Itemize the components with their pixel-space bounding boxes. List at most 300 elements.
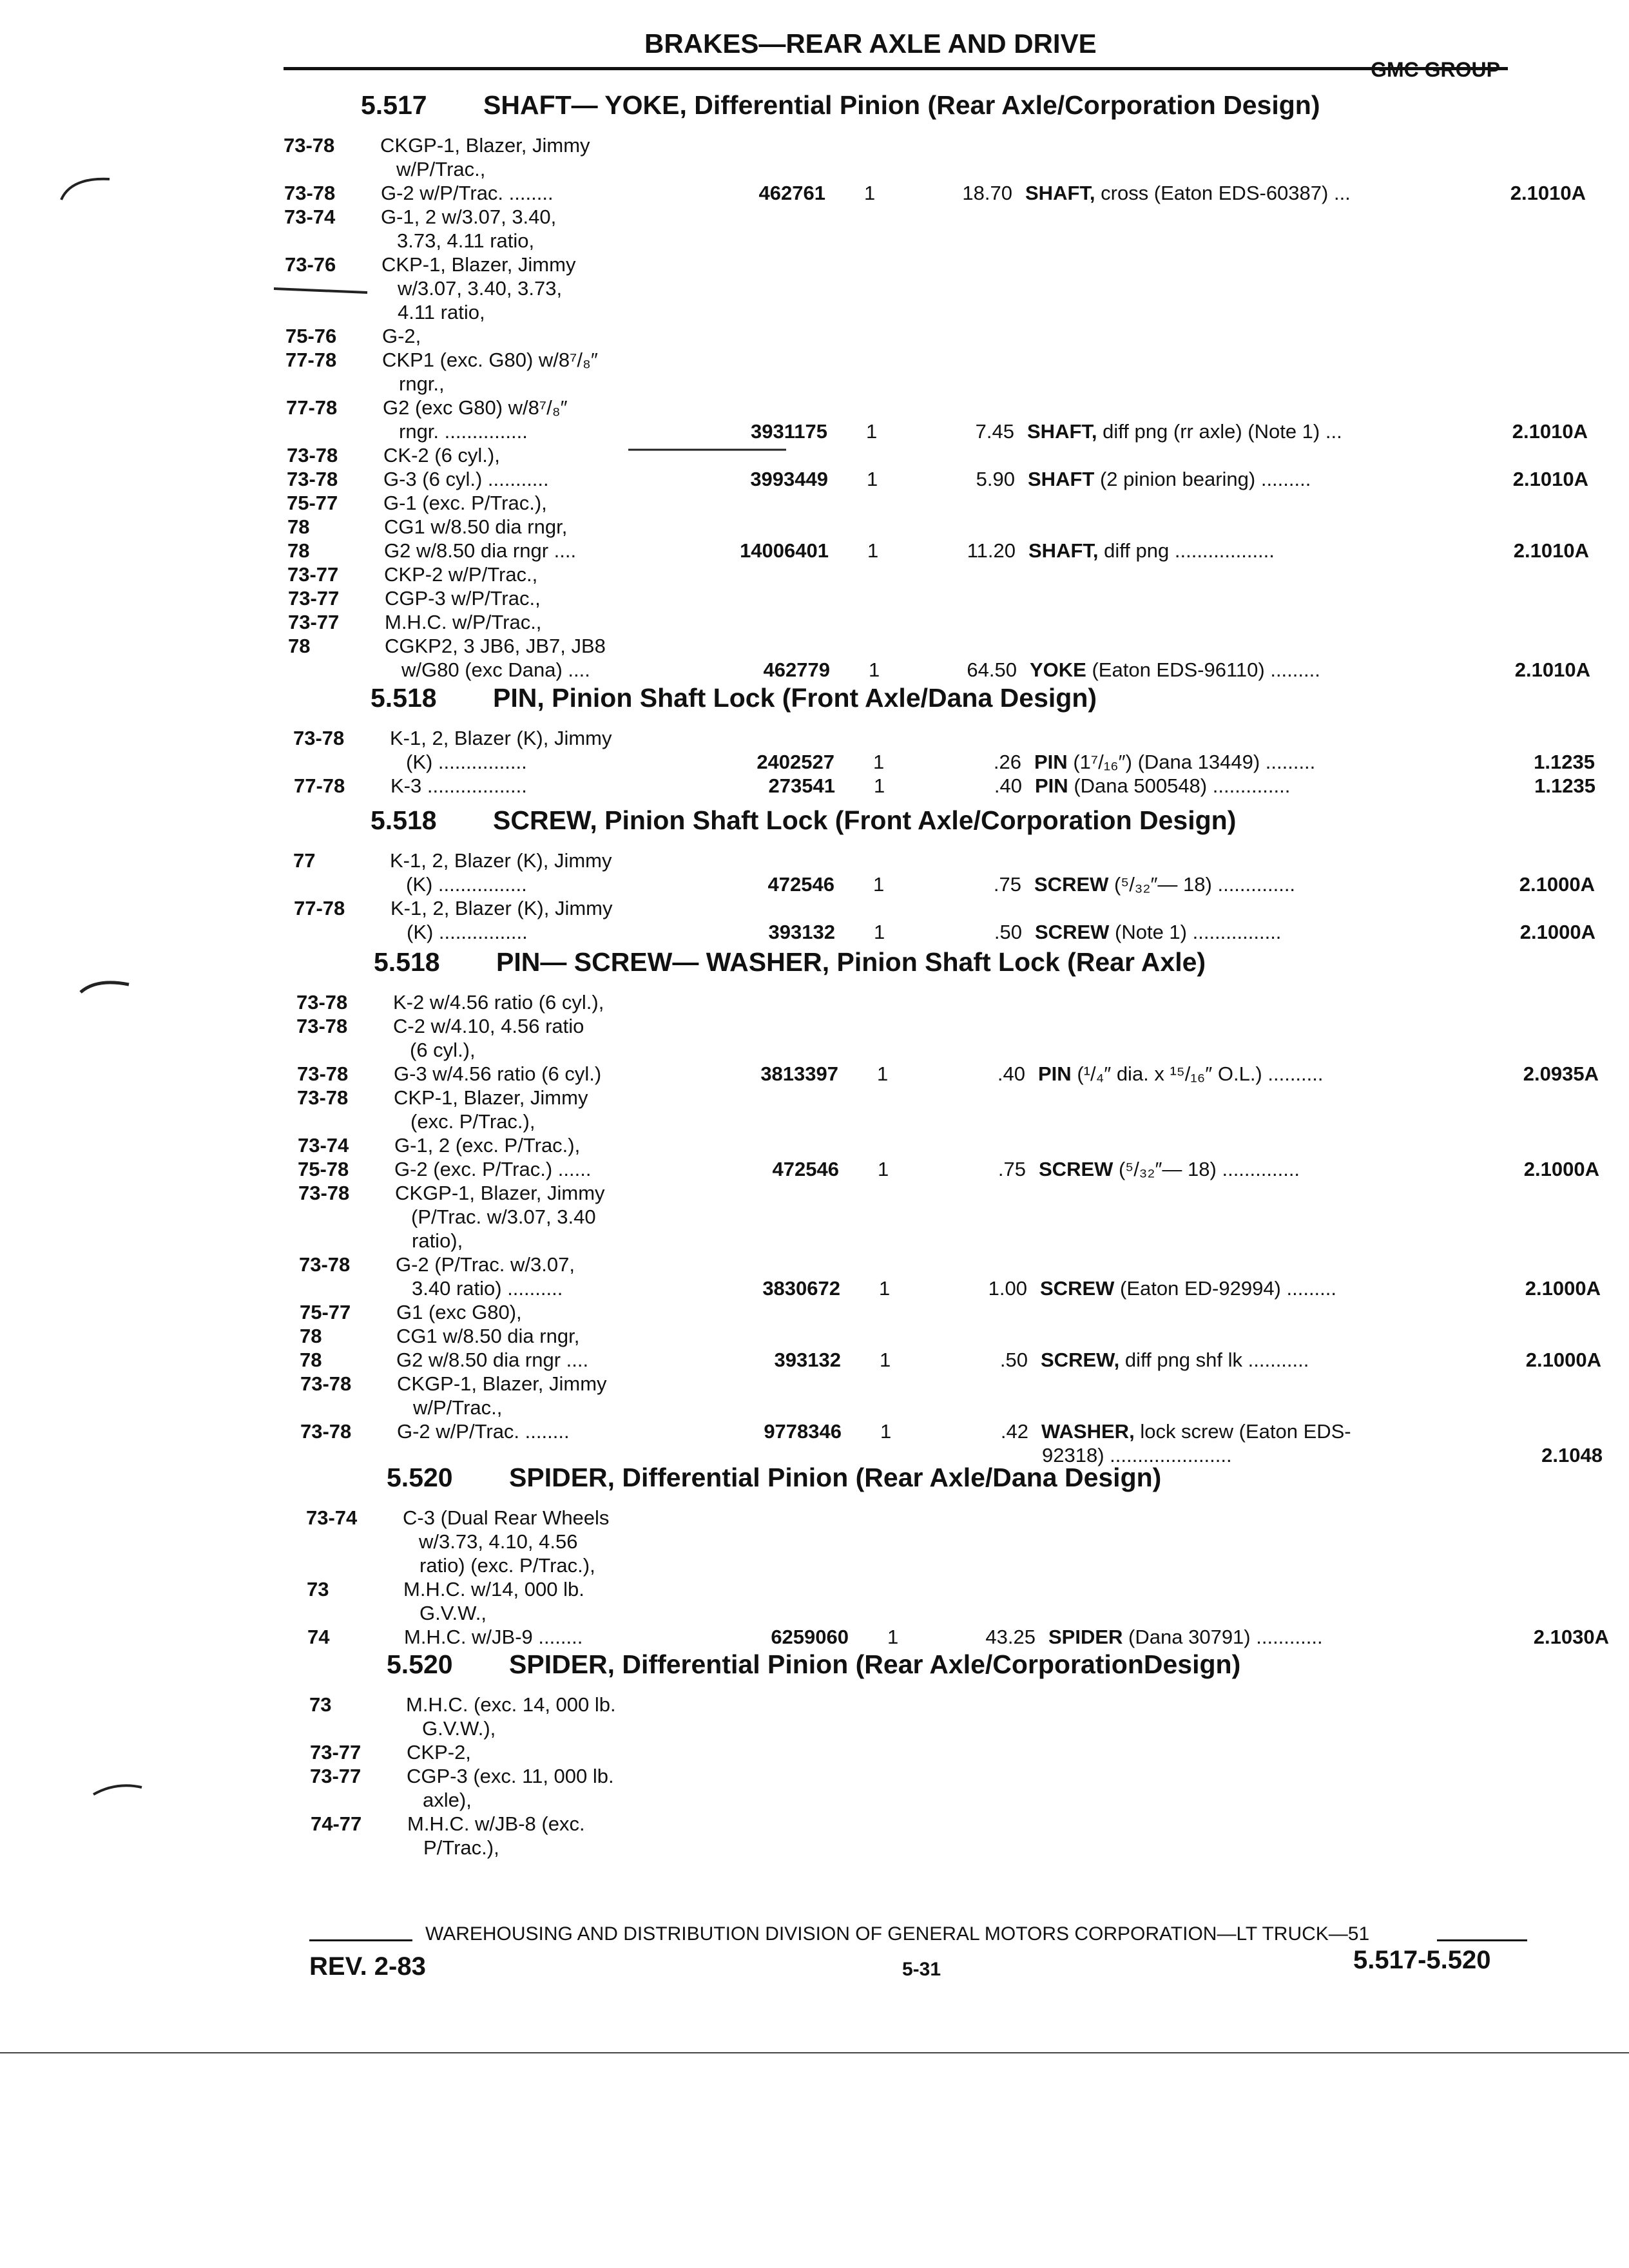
quantity: 1: [873, 873, 885, 896]
model-years: 73-76: [285, 253, 336, 276]
application: 3.73, 4.11 ratio,: [397, 229, 535, 252]
application: G-2 w/P/Trac. ........: [381, 182, 554, 204]
group-code: 2.1000A: [1525, 1277, 1601, 1300]
group-code: 2.1000A: [1519, 873, 1595, 896]
application: CGP-3 (exc. 11, 000 lb.: [407, 1765, 614, 1787]
model-years: 74: [307, 1626, 330, 1648]
application: M.H.C. w/JB-8 (exc.: [407, 1812, 585, 1835]
section-heading: [371, 683, 1097, 713]
parts-row: [287, 492, 1511, 515]
application: (K) ................: [406, 751, 527, 773]
description-bold: SCREW: [1039, 1158, 1113, 1180]
application: 4.11 ratio,: [398, 301, 485, 323]
quantity: 1: [877, 1062, 889, 1085]
parts-row: [287, 468, 1588, 491]
header-rule: [284, 67, 1508, 70]
group-label: GMC GROUP: [1371, 58, 1500, 81]
model-years: 73-78: [297, 1062, 349, 1085]
parts-row: [311, 1812, 1535, 1836]
parts-row: [300, 1301, 1524, 1324]
description-bold: PIN: [1038, 1062, 1072, 1085]
parts-row: [285, 301, 1509, 324]
description: [1027, 420, 1342, 443]
parts-row: [296, 991, 1521, 1014]
parts-row: [287, 539, 1589, 562]
application: CGP-3 w/P/Trac.,: [385, 587, 541, 610]
application: G2 (exc G80) w/8⁷/₈″: [383, 396, 568, 419]
application: G-3 (6 cyl.) ...........: [383, 468, 549, 490]
model-years: 75-76: [285, 325, 337, 347]
section-number: 5.520: [387, 1649, 453, 1679]
parts-row: [287, 444, 1511, 467]
quantity: 1: [887, 1626, 899, 1648]
parts-row: [309, 1693, 1534, 1716]
parts-row: [293, 727, 1518, 750]
parts-row: [299, 1253, 1523, 1276]
parts-row: [286, 396, 1510, 419]
application: rngr. ...............: [399, 420, 528, 443]
description: [1039, 1158, 1300, 1181]
application: w/P/Trac.,: [396, 158, 486, 180]
application: CKP-2,: [407, 1741, 471, 1763]
footer-revision: REV. 2-83: [309, 1952, 426, 1981]
quantity: 1: [880, 1420, 892, 1443]
section-number: 5.517: [361, 90, 427, 120]
quantity: 1: [874, 774, 885, 797]
parts-row: [293, 751, 1595, 774]
parts-row: [288, 635, 1512, 658]
price: .40: [997, 1062, 1025, 1085]
part-number: 273541: [768, 774, 835, 797]
application: CGKP2, 3 JB6, JB7, JB8: [385, 635, 606, 657]
application: (exc. P/Trac.),: [410, 1110, 535, 1133]
part-number: 14006401: [740, 539, 829, 562]
application: rngr.,: [399, 372, 445, 395]
group-code: 2.1048: [1541, 1444, 1603, 1466]
model-years: 73-78: [298, 1182, 350, 1204]
model-years: 73-77: [310, 1741, 361, 1763]
description: [1034, 751, 1315, 774]
model-years: 73-78: [300, 1420, 352, 1443]
quantity: 1: [873, 751, 885, 773]
part-number: 3993449: [750, 468, 828, 490]
model-years: 73-77: [288, 611, 340, 633]
application: G-2 w/P/Trac. ........: [397, 1420, 570, 1443]
pen-mark-2: [77, 973, 135, 999]
description: [1028, 539, 1275, 562]
model-years: 75-78: [298, 1158, 349, 1180]
parts-row: [297, 1086, 1521, 1110]
description-bold: SCREW: [1034, 873, 1109, 896]
application: CKGP-1, Blazer, Jimmy: [395, 1182, 605, 1204]
model-years: 73-74: [298, 1134, 349, 1157]
model-years: 77-78: [294, 774, 345, 797]
price: 18.70: [962, 182, 1012, 204]
price: 64.50: [967, 658, 1017, 681]
parts-row: [300, 1372, 1525, 1396]
group-code: 2.1010A: [1512, 420, 1588, 443]
description-text: (Eaton ED-92994) .........: [1120, 1277, 1337, 1300]
part-number: 6259060: [771, 1626, 849, 1648]
parts-row: [307, 1578, 1531, 1601]
model-years: 77-78: [286, 396, 338, 419]
description-text: 92318) ......................: [1042, 1444, 1232, 1466]
description: [1040, 1277, 1336, 1300]
model-years: 77: [293, 849, 316, 872]
underline-mark-2: [625, 445, 793, 457]
description: [1035, 774, 1290, 798]
quantity: 1: [880, 1349, 891, 1371]
application: G.V.W.,: [419, 1602, 487, 1624]
parts-row: [289, 658, 1590, 682]
application: G1 (exc G80),: [396, 1301, 522, 1323]
parts-row: [288, 587, 1512, 610]
parts-row: [286, 372, 1510, 396]
footer-page-number: 5-31: [902, 1959, 941, 1980]
model-years: 73-78: [293, 727, 345, 749]
group-code: 2.1010A: [1514, 658, 1590, 681]
application: G-3 w/4.56 ratio (6 cyl.): [394, 1062, 602, 1085]
application: (K) ................: [406, 873, 527, 896]
application: K-2 w/4.56 ratio (6 cyl.),: [393, 991, 604, 1014]
price: .50: [994, 921, 1022, 943]
section-title: PIN— SCREW— WASHER, Pinion Shaft Lock (Rear Axle): [496, 947, 1206, 977]
description: [1030, 658, 1320, 682]
underline-mark: [271, 284, 374, 303]
parts-row: [300, 1325, 1524, 1348]
parts-row: [285, 277, 1509, 300]
section-heading: [374, 947, 1206, 977]
description-bold: SCREW: [1040, 1277, 1115, 1300]
quantity: 1: [867, 468, 878, 490]
model-years: 75-77: [300, 1301, 351, 1323]
model-years: 73-74: [284, 206, 336, 228]
application: M.H.C. w/JB-9 ........: [404, 1626, 583, 1648]
application: G-1, 2 w/3.07, 3.40,: [381, 206, 557, 228]
section-title: SPIDER, Differential Pinion (Rear Axle/Dana Design): [509, 1463, 1162, 1492]
application: (6 cyl.),: [410, 1039, 476, 1061]
description: [1048, 1626, 1323, 1649]
part-number: 472546: [767, 873, 834, 896]
parts-row: [284, 158, 1508, 181]
price: .26: [993, 751, 1021, 773]
price: 1.00: [988, 1277, 1027, 1300]
parts-row: [294, 921, 1595, 944]
description-text: (Dana 500548) ..............: [1074, 774, 1291, 797]
description-text: (⁵/₃₂″— 18) ..............: [1114, 873, 1296, 896]
part-number: 393132: [774, 1349, 841, 1371]
parts-row: [298, 1206, 1523, 1229]
application: G2 w/8.50 dia rngr ....: [396, 1349, 589, 1371]
description-bold: YOKE: [1030, 658, 1086, 681]
group-code: 2.1000A: [1519, 921, 1595, 943]
group-code: 2.1010A: [1513, 539, 1589, 562]
price: .40: [994, 774, 1022, 797]
section-heading: [387, 1649, 1240, 1680]
part-number: 393132: [768, 921, 835, 943]
parts-row: [300, 1420, 1525, 1443]
model-years: 73-74: [306, 1506, 358, 1529]
application: G-2 (P/Trac. w/3.07,: [396, 1253, 575, 1276]
description-text: (¹/₄″ dia. x ¹⁵/₁₆″ O.L.) ..........: [1077, 1062, 1324, 1085]
application: K-1, 2, Blazer (K), Jimmy: [390, 897, 613, 919]
section-number: 5.518: [374, 947, 440, 977]
section-title: PIN, Pinion Shaft Lock (Front Axle/Dana Design): [493, 683, 1097, 713]
part-number: 3813397: [760, 1062, 838, 1085]
description-bold: SPIDER: [1048, 1626, 1123, 1648]
application: K-1, 2, Blazer (K), Jimmy: [390, 727, 612, 749]
group-code: 2.1000A: [1523, 1158, 1599, 1180]
parts-row: [299, 1277, 1601, 1300]
description: [1034, 873, 1295, 896]
parts-row: [307, 1554, 1531, 1577]
model-years: 73-78: [287, 444, 338, 466]
description-text: cross (Eaton EDS-60387) ...: [1101, 182, 1351, 204]
parts-row: [296, 1015, 1521, 1038]
parts-row: [284, 134, 1508, 157]
section-heading: [387, 1463, 1161, 1493]
description: [1041, 1420, 1351, 1443]
application: CKP1 (exc. G80) w/8⁷/₈″: [382, 349, 598, 371]
price: .75: [998, 1158, 1026, 1180]
group-code: 1.1235: [1534, 751, 1595, 773]
model-years: 73-78: [299, 1253, 351, 1276]
section-title: SHAFT— YOKE, Differential Pinion (Rear Axle/Corporation Design): [483, 90, 1320, 120]
quantity: 1: [867, 539, 879, 562]
parts-row: [298, 1158, 1599, 1181]
model-years: 78: [300, 1325, 322, 1347]
application: G-2 (exc. P/Trac.) ......: [394, 1158, 592, 1180]
parts-row: [287, 515, 1512, 539]
part-number: 2402527: [757, 751, 834, 773]
application: K-1, 2, Blazer (K), Jimmy: [390, 849, 612, 872]
parts-row: [293, 873, 1595, 896]
application: G-2,: [382, 325, 421, 347]
parts-row: [310, 1741, 1534, 1764]
price: 5.90: [976, 468, 1015, 490]
page-title: BRAKES—REAR AXLE AND DRIVE: [644, 28, 1097, 59]
pen-mark-3: [90, 1778, 148, 1804]
price: 11.20: [967, 539, 1016, 562]
description-bold: WASHER,: [1041, 1420, 1135, 1443]
application: G2 w/8.50 dia rngr ....: [384, 539, 577, 562]
quantity: 1: [879, 1277, 891, 1300]
parts-row: [310, 1765, 1534, 1788]
application: M.H.C. (exc. 14, 000 lb.: [406, 1693, 616, 1716]
application: (P/Trac. w/3.07, 3.40: [411, 1206, 596, 1228]
price: 43.25: [985, 1626, 1036, 1648]
parts-row: [288, 611, 1512, 634]
description-bold: PIN: [1035, 774, 1068, 797]
part-number: 462761: [758, 182, 825, 204]
model-years: 73-78: [296, 1015, 348, 1037]
description-text: (Eaton EDS-96110) .........: [1092, 658, 1320, 681]
application: K-3 ..................: [390, 774, 527, 797]
model-years: 73-77: [288, 587, 340, 610]
application: CKP-1, Blazer, Jimmy: [394, 1086, 588, 1109]
parts-row: [285, 325, 1510, 348]
part-number: 462779: [763, 658, 830, 681]
model-years: 73-78: [284, 134, 335, 157]
footer-rule-right: [1437, 1939, 1527, 1941]
quantity: 1: [864, 182, 876, 204]
description: [1035, 921, 1281, 944]
section-number: 5.518: [371, 805, 437, 835]
application: CG1 w/8.50 dia rngr,: [396, 1325, 580, 1347]
parts-row: [284, 229, 1509, 253]
model-years: 73-77: [310, 1765, 361, 1787]
group-code: 2.1000A: [1525, 1349, 1601, 1371]
price: 7.45: [975, 420, 1014, 443]
section-number: 5.518: [371, 683, 437, 713]
price: .42: [1000, 1420, 1028, 1443]
pen-mark-1: [58, 168, 116, 206]
group-code: 2.0935A: [1523, 1062, 1599, 1085]
model-years: 73-77: [287, 563, 339, 586]
model-years: 73-78: [284, 182, 336, 204]
application: ratio),: [412, 1229, 463, 1252]
parts-row: [298, 1182, 1523, 1205]
application: G-1, 2 (exc. P/Trac.),: [394, 1134, 581, 1157]
parts-row: [298, 1110, 1522, 1133]
application: CKP-1, Blazer, Jimmy: [381, 253, 576, 276]
application: CKGP-1, Blazer, Jimmy: [380, 134, 590, 157]
quantity: 1: [874, 921, 885, 943]
description-text: diff png (rr axle) (Note 1) ...: [1103, 420, 1342, 443]
section-title: SCREW, Pinion Shaft Lock (Front Axle/Corporation Design): [493, 805, 1237, 835]
quantity: 1: [878, 1158, 889, 1180]
application: w/3.07, 3.40, 3.73,: [398, 277, 563, 300]
description-bold: SHAFT,: [1027, 420, 1097, 443]
footer-division: WAREHOUSING AND DISTRIBUTION DIVISION OF GENERAL MOTORS CORPORATION—LT TRUCK—51: [425, 1923, 1370, 1945]
parts-row: [306, 1530, 1530, 1553]
section-heading: [371, 805, 1236, 836]
parts-row: [310, 1789, 1534, 1812]
bottom-cut-line: [0, 2052, 1629, 2053]
section-title: SPIDER, Differential Pinion (Rear Axle/CorporationDesign): [509, 1649, 1241, 1679]
parts-row: [299, 1229, 1523, 1253]
description-text: (1⁷/₁₆″) (Dana 13449) .........: [1073, 751, 1316, 773]
application: w/P/Trac.,: [413, 1396, 503, 1419]
description: [1028, 468, 1311, 491]
description-text: lock screw (Eaton EDS-: [1140, 1420, 1351, 1443]
model-years: 74-77: [311, 1812, 362, 1835]
parts-row: [297, 1062, 1599, 1086]
part-number: 9778346: [764, 1420, 842, 1443]
model-years: 78: [287, 515, 310, 538]
application: CKP-2 w/P/Trac.,: [384, 563, 538, 586]
description-bold: SCREW,: [1041, 1349, 1120, 1371]
parts-row: [300, 1396, 1525, 1419]
application: CG1 w/8.50 dia rngr,: [384, 515, 568, 538]
description: [1038, 1062, 1324, 1086]
description: [1041, 1349, 1309, 1372]
model-years: 73-78: [287, 468, 338, 490]
description-text: (2 pinion bearing) .........: [1099, 468, 1311, 490]
model-years: 77-78: [294, 897, 345, 919]
parts-row: [294, 897, 1518, 920]
description-bold: SHAFT: [1028, 468, 1095, 490]
group-code: 2.1010A: [1510, 182, 1586, 204]
model-years: 78: [288, 635, 311, 657]
parts-row: [284, 206, 1509, 229]
application: M.H.C. w/P/Trac.,: [385, 611, 542, 633]
price: .50: [999, 1349, 1028, 1371]
application: axle),: [423, 1789, 472, 1811]
group-code: 1.1235: [1534, 774, 1595, 797]
application: P/Trac.),: [423, 1836, 499, 1859]
model-years: 73: [309, 1693, 332, 1716]
parts-row: [284, 182, 1586, 205]
group-code: 2.1010A: [1512, 468, 1588, 490]
parts-row: [286, 420, 1588, 443]
price: .75: [993, 873, 1021, 896]
application: w/3.73, 4.10, 4.56: [419, 1530, 578, 1553]
part-number: 3931175: [751, 420, 827, 443]
parts-row: [307, 1626, 1609, 1649]
parts-row: [307, 1602, 1531, 1625]
model-years: 73-78: [297, 1086, 349, 1109]
part-number: 472546: [772, 1158, 839, 1180]
parts-row: [294, 774, 1595, 798]
parts-row: [293, 849, 1518, 872]
model-years: 78: [300, 1349, 322, 1371]
application: w/G80 (exc Dana) ....: [401, 658, 590, 681]
model-years: 73: [307, 1578, 329, 1600]
description-bold: SCREW: [1035, 921, 1110, 943]
parts-row: [285, 349, 1510, 372]
description-bold: SHAFT,: [1028, 539, 1099, 562]
parts-row: [298, 1134, 1522, 1157]
model-years: 77-78: [285, 349, 337, 371]
application: 3.40 ratio) ..........: [412, 1277, 563, 1300]
description-text: diff png shf lk ...........: [1124, 1349, 1309, 1371]
application: CK-2 (6 cyl.),: [383, 444, 500, 466]
description-text: diff png ..................: [1104, 539, 1275, 562]
parts-row: [311, 1836, 1535, 1860]
application: M.H.C. w/14, 000 lb.: [403, 1578, 584, 1600]
parts-row: [297, 1039, 1521, 1062]
application: G-1 (exc. P/Trac.),: [383, 492, 547, 514]
model-years: 75-77: [287, 492, 338, 514]
part-number: 3830672: [762, 1277, 840, 1300]
application: (K) ................: [407, 921, 528, 943]
parts-row: [287, 563, 1512, 586]
model-years: 78: [287, 539, 310, 562]
parts-row: [300, 1349, 1601, 1372]
quantity: 1: [866, 420, 878, 443]
footer-section-range: 5.517-5.520: [1353, 1946, 1491, 1974]
description-text: (Dana 30791) ............: [1128, 1626, 1323, 1648]
section-number: 5.520: [387, 1463, 453, 1492]
parts-row: [306, 1506, 1530, 1530]
quantity: 1: [869, 658, 880, 681]
model-years: 73-78: [296, 991, 348, 1014]
description: [1025, 182, 1351, 205]
application: C-3 (Dual Rear Wheels: [403, 1506, 610, 1529]
group-code: 2.1030A: [1533, 1626, 1609, 1648]
application: C-2 w/4.10, 4.56 ratio: [393, 1015, 584, 1037]
section-heading: [361, 90, 1320, 120]
description-bold: SHAFT,: [1025, 182, 1095, 204]
parts-row: [309, 1717, 1534, 1740]
model-years: 73-78: [300, 1372, 352, 1395]
description-text: (Note 1) ................: [1115, 921, 1282, 943]
application: CKGP-1, Blazer, Jimmy: [397, 1372, 607, 1395]
description-text: (⁵/₃₂″— 18) ..............: [1119, 1158, 1300, 1180]
application: G.V.W.),: [422, 1717, 496, 1740]
application: ratio) (exc. P/Trac.),: [419, 1554, 595, 1577]
